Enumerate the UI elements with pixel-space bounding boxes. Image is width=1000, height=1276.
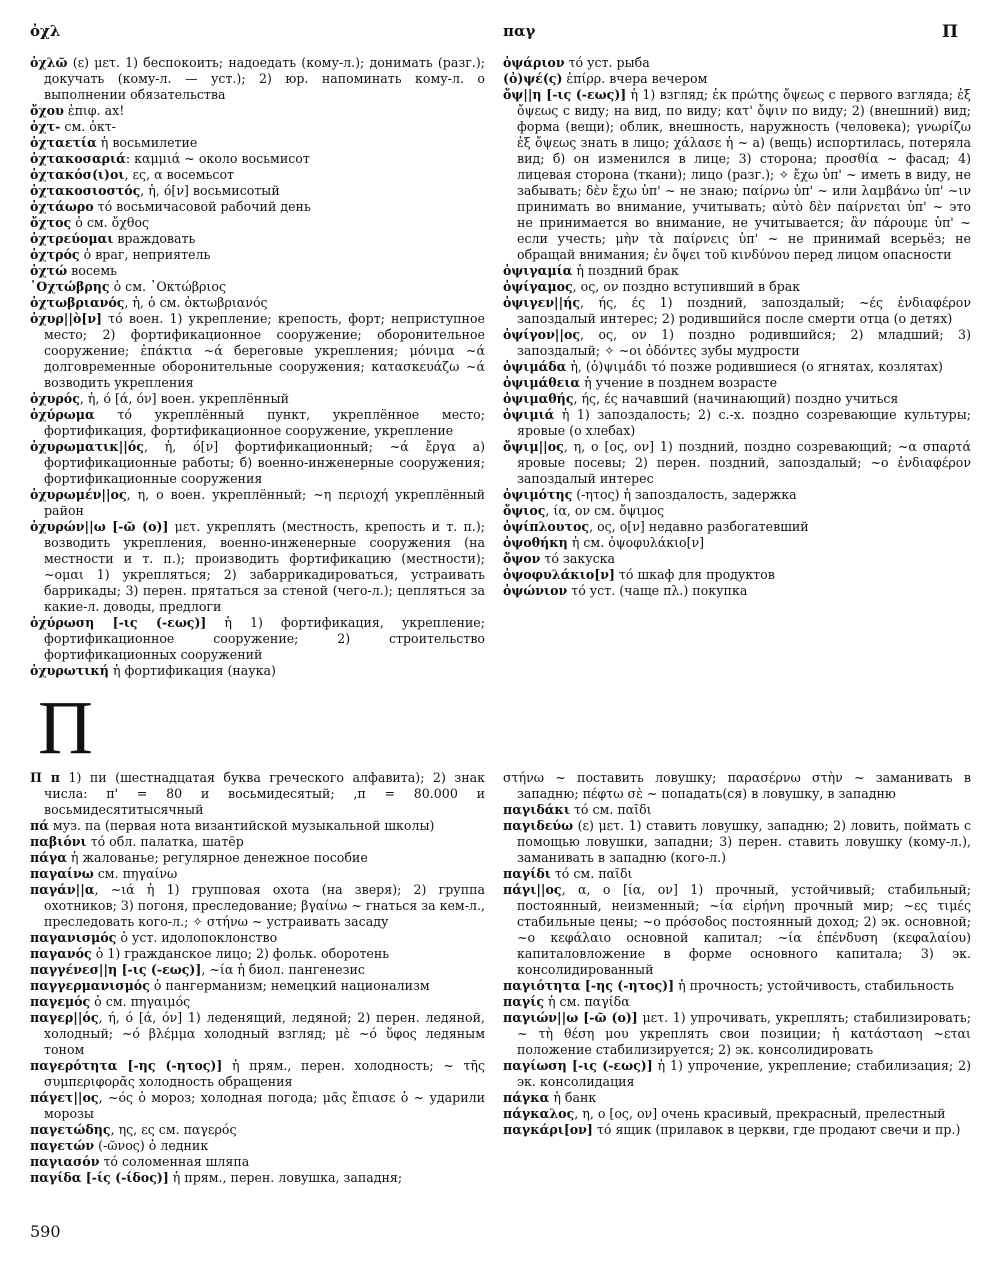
entry-headword: παγιότητα [-ης (-ητος)] xyxy=(503,978,675,993)
entry-definition: , η, ο [ος, ον] очень красивый, прекрасный, прелестный xyxy=(574,1106,946,1121)
section-initial-letter: П xyxy=(38,686,91,770)
dictionary-entry xyxy=(503,978,971,994)
column-top-right xyxy=(503,55,971,599)
entry-headword: ὀχτ- xyxy=(30,119,61,134)
entry-headword: ὀχτρός xyxy=(30,247,80,262)
entry-headword: ὄψον xyxy=(503,551,541,566)
dictionary-entry xyxy=(503,519,971,535)
entry-definition: τό см. παῖδι xyxy=(550,866,633,881)
entry-headword: πάγκα xyxy=(503,1090,550,1105)
entry-headword: ὀχταετία xyxy=(30,135,97,150)
entry-definition: (ε) μετ. 1) ставить ловушку, западню; 2) ловить, поймать с помощью ловушки, западни; 3) перен. ставить ловушку (кому-л.), заманивать в западню (кого-л.) xyxy=(517,818,971,865)
dictionary-entry xyxy=(30,263,485,279)
entry-definition: ἡ прочность; устойчивость, стабильность xyxy=(674,978,955,993)
entry-headword: πά xyxy=(30,818,49,833)
entry-headword: παγιδάκι xyxy=(503,802,570,817)
entry-headword: παγερ||ός xyxy=(30,1010,99,1025)
dictionary-entry xyxy=(503,1090,971,1106)
entry-headword: παγάν||α xyxy=(30,882,95,897)
entry-headword: ὄχου xyxy=(30,103,64,118)
entry-definition: враждовать xyxy=(113,231,196,246)
entry-headword: ὀχυρωματικ||ός xyxy=(30,439,144,454)
entry-headword: ᾿Οχτώβρης xyxy=(30,279,110,294)
entry-headword: παγγένεσ||η [-ις (-εως)] xyxy=(30,962,202,977)
entry-definition: , ής, ές 1) поздний, запоздалый; ~ές ἐνδιαφέρον запоздалый интерес; 2) родившийся после смерти отца (о детях) xyxy=(517,295,971,326)
dictionary-entry xyxy=(30,1122,485,1138)
dictionary-entry xyxy=(503,567,971,583)
entry-definition: ἡ см. παγίδα xyxy=(544,994,630,1009)
entry-definition: : καμμιά ~ около восьмисот xyxy=(125,151,310,166)
entry-headword: παγιδεύω xyxy=(503,818,574,833)
dictionary-entry xyxy=(503,503,971,519)
dictionary-entry xyxy=(503,551,971,567)
entry-headword: παβιόνι xyxy=(30,834,87,849)
page-number: 590 xyxy=(30,1222,61,1241)
entry-headword: ὀχυρωτική xyxy=(30,663,109,678)
entry-headword: ὀψιμότης xyxy=(503,487,573,502)
dictionary-entry xyxy=(503,279,971,295)
entry-headword: ὀχτρεύομαι xyxy=(30,231,114,246)
entry-headword: ὀχλῶ xyxy=(30,55,68,70)
entry-definition: ἡ 1) фортификация, укрепление; фортификационное сооружение; 2) строительство фортификационных сооружений xyxy=(44,615,485,662)
entry-definition: ἐπίρρ. вчера вечером xyxy=(562,71,708,86)
column-bottom-left xyxy=(30,770,485,1186)
entry-definition: , ~ός ὁ мороз; холодная погода; μᾶς ἔπιασε ὁ ~ ударили морозы xyxy=(44,1090,485,1121)
entry-headword: παγερότητα [-ης (-ητος)] xyxy=(30,1058,223,1073)
entry-definition: , α, ο [ία, ον] 1) прочный, устойчивый; стабильный; постоянный, неизменный; ~ία εἰρήνη прочный мир; ~ες τιμές стабильные цены; ~ο πρόσοδος постоянный доход; 2) эк. основной; ~ο κεφάλαιο основной капитал; ~ία ἐπένδυση (κεφαλαίου) капиталовложение в форме основного капитала; 3) эк. консолидированный xyxy=(517,882,971,977)
entry-definition: , η, ο воен. укреплённый; ~η περιοχή укреплённый район xyxy=(44,487,485,518)
dictionary-entry xyxy=(30,946,485,962)
entry-definition: μετ. 1) упрочивать, укреплять; стабилизировать; ~ τὴ θέση μου укреплять свои позиции; ἡ κατάσταση ~εται положение стабилизируется; 2) эк. консолидировать xyxy=(517,1010,971,1057)
entry-headword: ὀψιμιά xyxy=(503,407,555,422)
entry-headword: ὀχύρωση [-ις (-εως)] xyxy=(30,615,207,630)
entry-definition: ἡ 1) запоздалость; 2) с.-х. поздно созревающие культуры; яровые (о хлебах) xyxy=(517,407,971,438)
entry-definition: (-ῶνος) ὁ ледник xyxy=(94,1138,209,1153)
dictionary-entry xyxy=(503,535,971,551)
entry-definition: ὁ уст. идолопоклонство xyxy=(116,930,278,945)
entry-headword: πάγι||ος xyxy=(503,882,562,897)
entry-definition: , ἡ, ό[ν] восьмисотый xyxy=(140,183,280,198)
entry-definition: , ἡ, ό [ά, όν] воен. укреплённый xyxy=(79,391,289,406)
entry-definition: (-ητος) ἡ запоздалость, задержка xyxy=(572,487,797,502)
entry-headword: ὀψοθήκη xyxy=(503,535,568,550)
column-bottom-right xyxy=(503,770,971,1138)
column-top-left xyxy=(30,55,485,679)
entry-headword: ὀχύρωμα xyxy=(30,407,95,422)
entry-definition: ὁ пангерманизм; немецкий национализм xyxy=(149,978,430,993)
entry-definition: , ες, α восемьсот xyxy=(124,167,235,182)
entry-definition: , ος, ον поздно вступивший в брак xyxy=(572,279,801,294)
entry-definition: , ή, ό [ά, όν] 1) леденящий, ледяной; 2) перен. ледяной, холодный; ~ό βλέμμα холодный взгляд; μὲ ~ό ὕφος ледяным тоном xyxy=(44,1010,485,1057)
entry-definition: ἐπιφ. ах! xyxy=(63,103,125,118)
entry-headword: ὀχτάωρο xyxy=(30,199,94,214)
entry-headword: ὀψιγαμία xyxy=(503,263,573,278)
entry-definition: ἡ восьмилетие xyxy=(96,135,198,150)
running-head-left: ὀχλ xyxy=(30,22,61,40)
entry-headword: ὀχυρωμέν||ος xyxy=(30,487,127,502)
dictionary-entry xyxy=(30,866,485,882)
dictionary-entry xyxy=(503,487,971,503)
dictionary-entry xyxy=(30,311,485,391)
dictionary-entry xyxy=(30,519,485,615)
dictionary-entry xyxy=(503,1058,971,1090)
dictionary-entry xyxy=(30,487,485,519)
dictionary-entry xyxy=(503,583,971,599)
dictionary-entry xyxy=(30,1138,485,1154)
entry-definition: , ης, ες см. παγερός xyxy=(110,1122,237,1137)
dictionary-entry xyxy=(503,407,971,439)
entry-headword: παγίδα [-ίς (-ίδος)] xyxy=(30,1170,169,1185)
dictionary-entry xyxy=(503,770,971,802)
entry-headword: παγίς xyxy=(503,994,544,1009)
dictionary-entry xyxy=(503,882,971,978)
dictionary-entry xyxy=(503,1106,971,1122)
dictionary-entry xyxy=(30,615,485,663)
entry-definition: , ~ία ἡ биол. пангенезис xyxy=(201,962,365,977)
entry-definition: , ία, ον см. ὄψιμος xyxy=(545,503,665,518)
dictionary-entry xyxy=(503,55,971,71)
dictionary-entry xyxy=(30,962,485,978)
dictionary-entry xyxy=(30,231,485,247)
entry-headword: ὀψιμάθεια xyxy=(503,375,581,390)
entry-headword: (ὀ)ψέ(ς) xyxy=(503,71,563,86)
dictionary-entry xyxy=(30,978,485,994)
entry-definition: τό воен. 1) укрепление; крепость, форт; неприступное место; 2) фортификационное сооружение; оборонительное сооружение; ἐπάκτια ~ά береговые укрепления; μόνιμα ~ά долговременные оборонительные сооружения; κατασκευάζω ~ά возводить укрепления xyxy=(44,311,485,390)
dictionary-entry xyxy=(30,55,485,103)
entry-definition: , ἡ, ό[ν] фортификационный; ~ά ἔργα а) фортификационные работы; б) военно-инженерные сооружения; фортификационные сооружения xyxy=(44,439,485,486)
entry-definition: муз. па (первая нота византийской музыкальной школы) xyxy=(48,818,435,833)
entry-definition: τό уст. рыба xyxy=(564,55,650,70)
entry-definition: τό см. παῖδι xyxy=(569,802,652,817)
dictionary-entry xyxy=(30,1090,485,1122)
dictionary-entry xyxy=(503,818,971,866)
entry-headword: παγίωση [-ις (-εως)] xyxy=(503,1058,653,1073)
entry-headword: παγκάρι[ον] xyxy=(503,1122,593,1137)
dictionary-entry xyxy=(30,215,485,231)
dictionary-entry xyxy=(30,391,485,407)
entry-headword: παγιών||ω [-ῶ (ο)] xyxy=(503,1010,638,1025)
entry-headword: παγιασόν xyxy=(30,1154,100,1169)
entry-headword: ὀψάριον xyxy=(503,55,565,70)
dictionary-entry xyxy=(30,183,485,199)
entry-headword: ὀψώνιον xyxy=(503,583,568,598)
dictionary-entry xyxy=(503,866,971,882)
entry-headword: παγετών xyxy=(30,1138,95,1153)
entry-headword: ὀχτώ xyxy=(30,263,68,278)
dictionary-entry xyxy=(503,87,971,263)
dictionary-entry xyxy=(503,359,971,375)
dictionary-entry xyxy=(30,1058,485,1090)
entry-headword: ὀψιμαθής xyxy=(503,391,574,406)
entry-definition: ἡ прям., перен. холодность; ~ τῆς συμπεριφορᾶς холодность обращения xyxy=(44,1058,486,1089)
entry-definition: τό закуска xyxy=(540,551,616,566)
entry-headword: ὄψ||η [-ις (-εως)] xyxy=(503,87,627,102)
dictionary-entry xyxy=(503,375,971,391)
entry-headword: ὀψίγον||ος xyxy=(503,327,581,342)
dictionary-entry xyxy=(30,818,485,834)
dictionary-entry xyxy=(30,247,485,263)
entry-definition: τό шкаф для продуктов xyxy=(614,567,775,582)
entry-headword: ὀψιμάδα xyxy=(503,359,567,374)
entry-headword: ὄψιμ||ος xyxy=(503,439,564,454)
entry-definition: ἡ, (ὀ)ψιμάδι τό позже родившиеся (о ягнятах, козлятах) xyxy=(566,359,943,374)
entry-definition: см. ὀκτ- xyxy=(60,119,116,134)
dictionary-entry xyxy=(30,119,485,135)
entry-headword: ὀχυρός xyxy=(30,391,80,406)
dictionary-entry xyxy=(30,663,485,679)
entry-definition: ἡ банк xyxy=(549,1090,597,1105)
entry-definition: μετ. укреплять (местность, крепость и т. п.); возводить укрепления, военно-инженерные сооружения (на местности и т. п.); производить фортификацию (местности); ~ομαι 1) укрепляться; 2) забаррикадироваться, устраивать баррикады; 3) перен. прятаться за стеной (чего-л.); цепляться за какие-л. доводы, предлоги xyxy=(44,519,485,614)
dictionary-entry xyxy=(503,439,971,487)
dictionary-entry xyxy=(30,103,485,119)
entry-headword: ὀψίγαμος xyxy=(503,279,573,294)
dictionary-entry xyxy=(30,407,485,439)
entry-definition: восемь xyxy=(67,263,117,278)
dictionary-entry xyxy=(503,391,971,407)
entry-definition: στήνω ~ поставить ловушку; παρασέρνω στὴν ~ заманивать в западню; πέφτω σὲ ~ попадать(ся) в ловушку, в западню xyxy=(503,770,971,801)
entry-definition: (ε) μετ. 1) беспокоить; надоедать (кому-л.); донимать (разг.); докучать (кому-л. — уст.); 2) юр. напоминать кому-л. о выполнении обязательства xyxy=(44,55,485,102)
dictionary-entry xyxy=(503,263,971,279)
dictionary-entry xyxy=(30,167,485,183)
entry-headword: παγετώδης xyxy=(30,1122,111,1137)
dictionary-entry xyxy=(503,994,971,1010)
dictionary-entry xyxy=(503,71,971,87)
entry-headword: ὀχυρών||ω [-ῶ (ο)] xyxy=(30,519,169,534)
entry-definition: ἡ жалованье; регулярное денежное пособие xyxy=(66,850,368,865)
entry-definition: , η, ο [ος, ον] 1) поздний, поздно созревающий; ~α σπαρτά яровые посевы; 2) перен. поздний, запоздалый; ~ο ἐνδιαφέρον запоздалый интерес xyxy=(517,439,971,486)
dictionary-entry xyxy=(30,151,485,167)
entry-headword: Π π xyxy=(30,770,60,785)
entry-definition: , ἡ, ὁ см. ὀκτωβριανός xyxy=(124,295,268,310)
entry-headword: παγανισμός xyxy=(30,930,117,945)
entry-headword: παγγερμανισμός xyxy=(30,978,150,993)
entry-definition: 1) пи (шестнадцатая буква греческого алфавита); 2) знак числа: π' = 80 и восьмидесятый; ,π = 80.000 и восьмидесятитысячный xyxy=(44,770,485,817)
entry-headword: παγίδι xyxy=(503,866,551,881)
entry-definition: τό уст. (чаще πλ.) покупка xyxy=(567,583,748,598)
entry-definition: ὁ см. πηγαιμός xyxy=(90,994,191,1009)
entry-headword: ὀψίπλουτος xyxy=(503,519,590,534)
entry-headword: ὀχυρ||ὸ[ν] xyxy=(30,311,103,326)
entry-definition: , ος, ο[ν] недавно разбогатевший xyxy=(589,519,809,534)
dictionary-entry xyxy=(30,1010,485,1058)
entry-headword: πάγετ||ος xyxy=(30,1090,99,1105)
entry-definition: ἡ 1) взгляд; ἐκ πρώτης ὄψεως с первого взгляда; ἐξ ὄψεως с виду; на вид, по виду; κατ' ὄψιν по виду; 2) (внешний) вид; форма (вещи); облик, внешность, наружность (человека); γνωρίζω ἐξ ὄψεως знать в лицо; χάλασε ἡ ~ а) (вещь) испортилась, потеряла вид; б) он изменился в лице; 3) сторона; προσθία ~ фасад; 4) лицевая сторона (ткани); лицо (разг.); ✧ ἔχω ὑπ' ~ иметь в виду, не забывать; δὲν ἔχω ὑπ' ~ не знаю; παίρνω ὑπ' ~ или λαμβάνω ὑπ' ~ιν принимать во внимание, учитывать; αὐτὸ δὲν παίρνεται ὑπ' ~ это не принимается во внимание, не учитывается; ἂν πάρουμε ὑπ' ~ если учесть; μὴν τὰ παίρνεις ὑπ' ~ не принимай всерьёз; не обращай внимания; ἐν ὄψει τοῦ κινδύνου перед лицом опасности xyxy=(517,87,971,262)
running-head-section: П xyxy=(941,22,958,42)
entry-definition: ὁ 1) гражданское лицо; 2) фольк. оборотень xyxy=(91,946,390,961)
entry-headword: παγανός xyxy=(30,946,92,961)
running-head-middle: παγ xyxy=(503,22,536,40)
entry-definition: см. πηγαίνω xyxy=(93,866,178,881)
entry-headword: ὀχτακοσαριά xyxy=(30,151,126,166)
entry-definition: τό ящик (прилавок в церкви, где продают свечи и пр.) xyxy=(592,1122,961,1137)
entry-headword: ὄχτος xyxy=(30,215,72,230)
entry-definition: ἡ см. ὀψοφυλάκιο[ν] xyxy=(567,535,705,550)
entry-definition: , ος, ον 1) поздно родившийся; 2) младший; 3) запоздалый; ✧ ~οι ὀδόντες зубы мудрости xyxy=(517,327,971,358)
entry-definition: τό соломенная шляпа xyxy=(99,1154,250,1169)
entry-headword: πάγκαλος xyxy=(503,1106,575,1121)
dictionary-entry xyxy=(30,199,485,215)
entry-headword: ὀψιγεν||ής xyxy=(503,295,581,310)
entry-definition: ὁ враг, неприятель xyxy=(79,247,211,262)
dictionary-entry xyxy=(503,802,971,818)
entry-headword: ὀψοφυλάκιο[ν] xyxy=(503,567,615,582)
dictionary-entry xyxy=(30,439,485,487)
entry-headword: ὀχτακόσ(ι)οι xyxy=(30,167,125,182)
entry-headword: ὀχτακοσιοστός xyxy=(30,183,141,198)
entry-headword: παγαίνω xyxy=(30,866,94,881)
dictionary-entry xyxy=(30,930,485,946)
dictionary-entry xyxy=(503,327,971,359)
entry-headword: ὄψιος xyxy=(503,503,546,518)
entry-definition: , ~ιά ἡ 1) групповая охота (на зверя); 2) группа охотников; 3) погоня, преследование; βγαίνω ~ гнаться за кем-л., преследовать кого-л.; ✧ στήνω ~ устраивать засаду xyxy=(44,882,485,929)
dictionary-entry xyxy=(30,850,485,866)
entry-headword: παγεμός xyxy=(30,994,91,1009)
dictionary-entry xyxy=(30,1154,485,1170)
dictionary-entry xyxy=(30,135,485,151)
dictionary-entry xyxy=(30,882,485,930)
entry-definition: , ής, ές начавший (начинающий) поздно учиться xyxy=(573,391,899,406)
entry-definition: ὁ см. ᾿Οκτώβριος xyxy=(109,279,227,294)
entry-definition: ὁ см. ὄχθος xyxy=(71,215,150,230)
dictionary-entry xyxy=(30,994,485,1010)
dictionary-entry xyxy=(30,279,485,295)
dictionary-entry xyxy=(30,295,485,311)
dictionary-entry xyxy=(503,1010,971,1058)
entry-definition: ἡ поздний брак xyxy=(572,263,679,278)
entry-definition: ἡ 1) упрочение, укрепление; стабилизация; 2) эк. консолидация xyxy=(517,1058,971,1089)
entry-definition: ἡ фортификация (наука) xyxy=(108,663,276,678)
dictionary-entry xyxy=(503,1122,971,1138)
dictionary-entry xyxy=(30,770,485,818)
entry-definition: τό восьмичасовой рабочий день xyxy=(93,199,311,214)
dictionary-entry xyxy=(30,1170,485,1186)
entry-headword: πάγα xyxy=(30,850,67,865)
entry-definition: ἡ прям., перен. ловушка, западня; xyxy=(168,1170,403,1185)
entry-headword: ὀχτωβριανός xyxy=(30,295,125,310)
dictionary-entry xyxy=(30,834,485,850)
entry-definition: ἡ учение в позднем возрасте xyxy=(580,375,778,390)
dictionary-entry xyxy=(503,295,971,327)
entry-definition: τό укреплённый пункт, укреплённое место; фортификация, фортификационное сооружение, укрепление xyxy=(44,407,485,438)
entry-definition: τό обл. палатка, шатёр xyxy=(86,834,244,849)
